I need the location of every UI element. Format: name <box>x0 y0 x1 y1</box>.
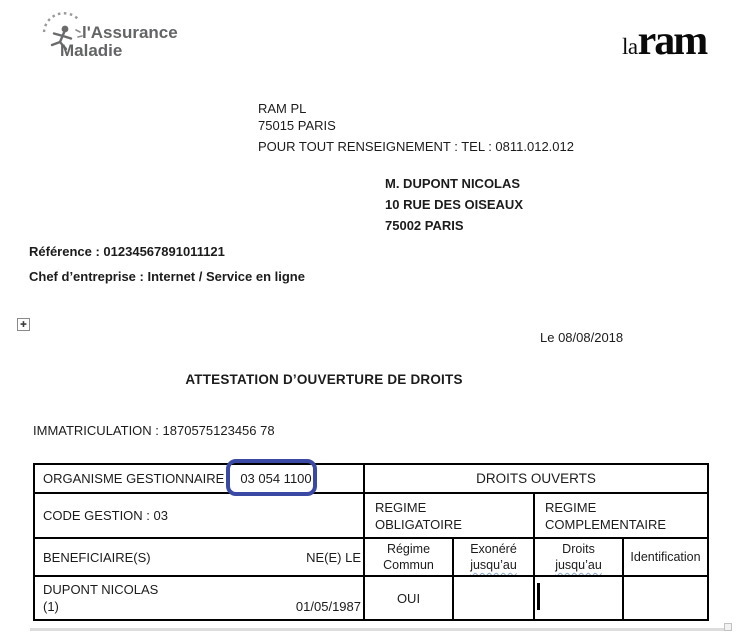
droits-ouverts-header-cell <box>365 465 707 494</box>
text-cursor <box>537 583 540 610</box>
organisme-gestionnaire-value: 03 054 1100 <box>240 471 312 486</box>
beneficiaire-birth-date: 01/05/1987 <box>295 598 361 614</box>
droits-value-cell[interactable] <box>535 577 624 619</box>
regime-commun-value-cell <box>365 577 454 619</box>
chef-entreprise-line: Chef d’entreprise : Internet / Service en ligne <box>29 269 305 284</box>
recipient-block <box>385 173 523 236</box>
regime-commun-line2: Commun <box>383 558 434 572</box>
recipient-street: 10 RUE DES OISEAUX <box>385 197 523 212</box>
droits-line2: jusqu’au <box>555 558 602 572</box>
ne-le-label: NE(E) LE <box>306 549 361 565</box>
date-line: Le 08/08/2018 <box>540 330 624 345</box>
page-bottom-divider <box>30 628 728 631</box>
reference-block <box>29 244 305 285</box>
sender-name: RAM PL <box>258 101 307 116</box>
beneficiaire-row-cell <box>35 577 365 619</box>
assurance-maladie-wordmark-line2: Maladie <box>60 41 123 60</box>
regime-commun-value: OUI <box>396 590 421 606</box>
code-gestion-cell <box>35 494 365 539</box>
sender-city: 75015 PARIS <box>258 118 336 133</box>
regime-obligatoire-line2: OBLIGATOIRE <box>375 516 462 532</box>
move-handle-icon[interactable] <box>17 318 30 331</box>
droits-line1: Droits <box>562 542 595 556</box>
identification-value-cell[interactable] <box>624 577 707 619</box>
page-title: ATTESTATION D’OUVERTURE DE DROITS <box>185 372 463 387</box>
highlight-ring-annotation <box>226 459 317 496</box>
identification-label: Identification <box>630 550 701 564</box>
sender-contact-line: POUR TOUT RENSEIGNEMENT : TEL : 0811.012.012 <box>258 139 574 154</box>
laram-logo-la: la <box>622 34 638 59</box>
col-header-droits <box>535 539 624 577</box>
organisme-gestionnaire-label: ORGANISME GESTIONNAIRE <box>43 471 225 486</box>
exonere-value-cell[interactable] <box>454 577 535 619</box>
exonere-line2: jusqu’au <box>470 558 517 572</box>
droits-table <box>33 463 709 621</box>
regime-commun-line1: Régime <box>386 542 431 556</box>
move-cross-icon: ✚ <box>20 320 27 329</box>
regime-complementaire-line2: COMPLEMENTAIRE <box>545 516 667 532</box>
beneficiaire-name: DUPONT NICOLAS <box>43 581 159 597</box>
recipient-name: M. DUPONT NICOLAS <box>385 176 521 191</box>
immatriculation-line: IMMATRICULATION : 1870575123456 78 <box>33 423 275 438</box>
beneficiaires-label: BENEFICIAIRE(S) <box>43 549 151 565</box>
col-header-exonere <box>454 539 535 577</box>
regime-obligatoire-header-cell <box>365 494 535 539</box>
droits-ouverts-label: DROITS OUVERTS <box>476 471 596 486</box>
laram-logo-ram: ram <box>637 18 707 64</box>
reference-line: Référence : 01234567891011121 <box>29 244 225 259</box>
sender-block <box>258 100 574 155</box>
assurance-maladie-wordmark-line1: l'Assurance <box>82 23 178 42</box>
assurance-maladie-logo <box>38 10 188 64</box>
resize-handle-icon[interactable] <box>724 623 732 631</box>
beneficiaires-header-cell <box>35 539 365 577</box>
col-header-regime-commun <box>365 539 454 577</box>
code-gestion-label: CODE GESTION : 03 <box>43 508 168 523</box>
exonere-line1: Exonéré <box>470 542 517 556</box>
recipient-city: 75002 PARIS <box>385 218 464 233</box>
regime-complementaire-line1: REGIME <box>545 499 597 515</box>
regime-obligatoire-line1: REGIME <box>375 499 427 515</box>
laram-logo <box>622 18 707 64</box>
beneficiaire-index: (1) <box>43 598 59 614</box>
regime-complementaire-header-cell <box>535 494 707 539</box>
col-header-identification <box>624 539 707 577</box>
